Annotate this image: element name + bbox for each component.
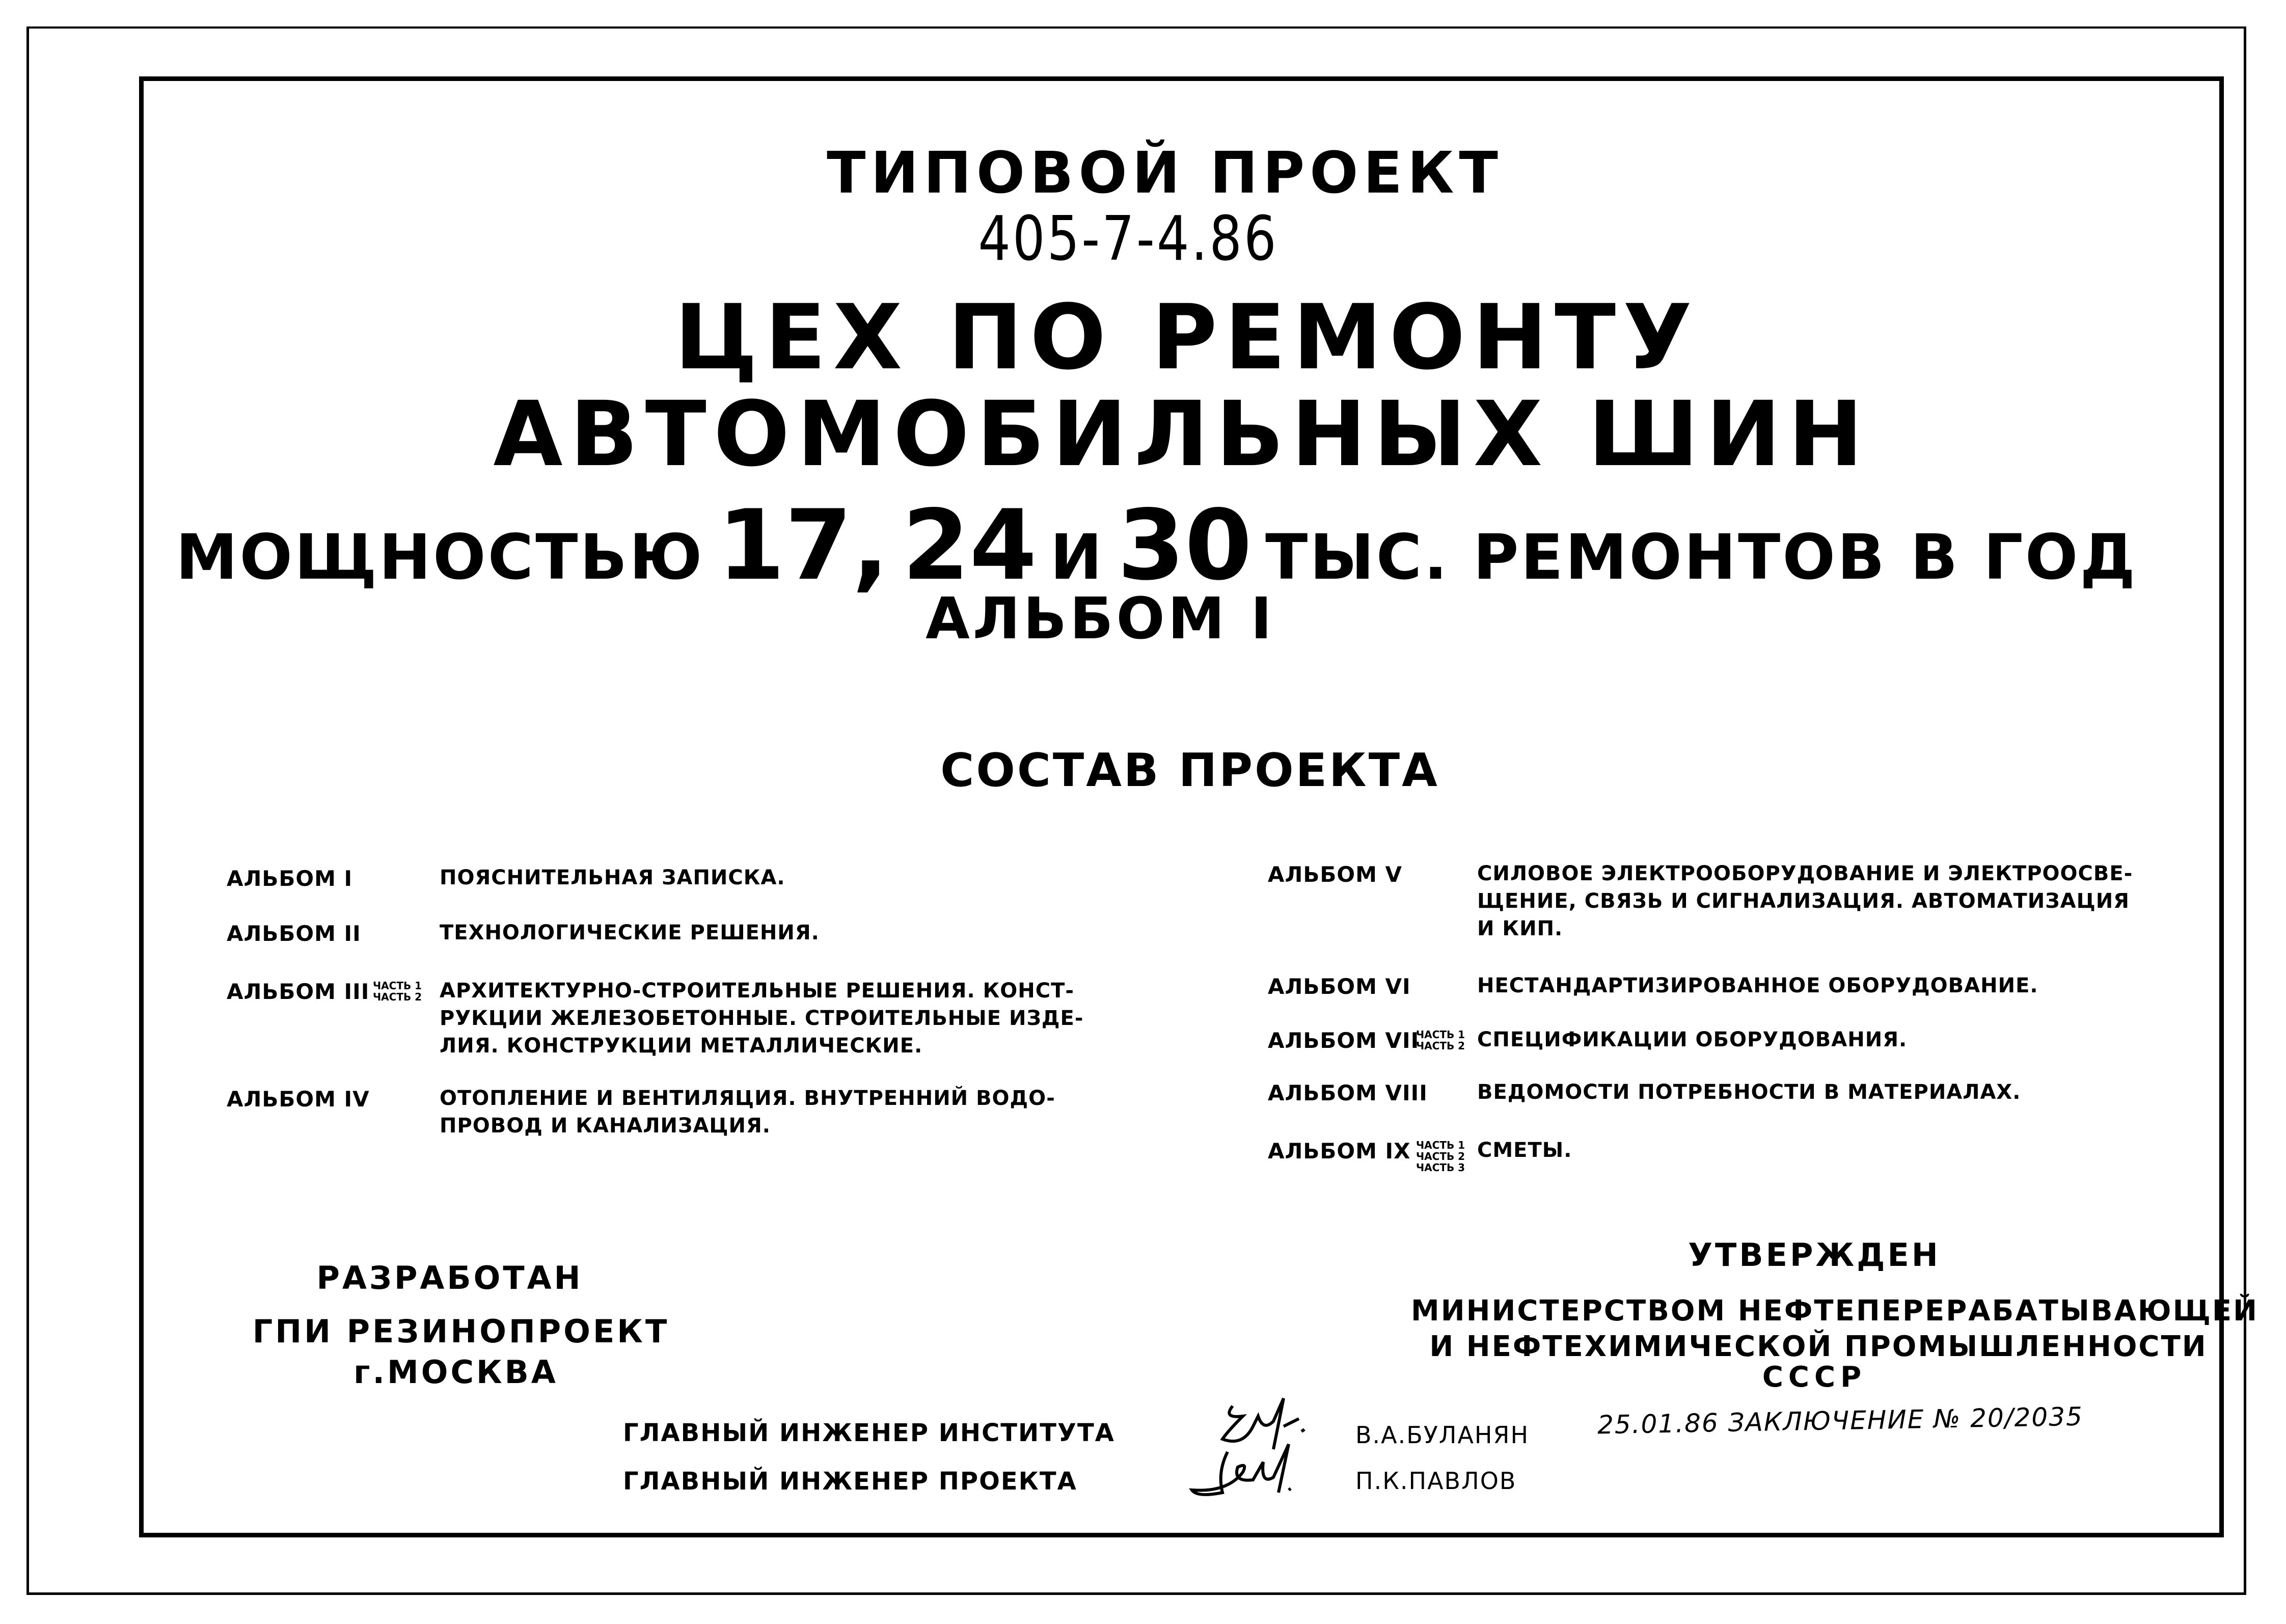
capacity-suffix: ТЫС. РЕМОНТОВ В ГОД <box>1265 521 2138 593</box>
album-description-line: ТЕХНОЛОГИЧЕСКИЕ РЕШЕНИЯ. <box>440 921 820 944</box>
capacity-number-1: 17, <box>717 489 889 602</box>
capacity-line <box>176 489 2137 602</box>
album-part: ЧАСТЬ 1 <box>373 980 422 992</box>
album-label: АЛЬБОМ I <box>227 866 353 891</box>
album-part: ЧАСТЬ 3 <box>1416 1161 1465 1174</box>
composition-title: СОСТАВ ПРОЕКТА <box>940 744 1439 797</box>
album-label: АЛЬБОМ VII <box>1268 1028 1420 1053</box>
approval-ministry-line-2: И НЕФТЕХИМИЧЕСКОЙ ПРОМЫШЛЕННОСТИ <box>1429 1330 2208 1363</box>
signature-2 <box>1187 1442 1340 1503</box>
signature-name-2: П.К.ПАВЛОВ <box>1355 1467 1517 1495</box>
album-description <box>1477 860 2133 942</box>
capacity-prefix: МОЩНОСТЬЮ <box>176 521 704 593</box>
approval-decision: 25.01.86 ЗАКЛЮЧЕНИЕ № 20/2035 <box>1597 1401 2084 1440</box>
album-label: АЛЬБОМ IV <box>227 1087 370 1112</box>
album-description <box>440 977 1083 1060</box>
album-description <box>1477 1026 1907 1053</box>
developer-org: ГПИ РЕЗИНОПРОЕКТ <box>252 1313 670 1350</box>
approval-heading: УТВЕРЖДЕН <box>1688 1236 1941 1274</box>
album-description-line: НЕСТАНДАРТИЗИРОВАННОЕ ОБОРУДОВАНИЕ. <box>1477 974 2038 997</box>
approval-ministry-line-1: МИНИСТЕРСТВОМ НЕФТЕПЕРЕРАБАТЫВАЮЩЕЙ <box>1410 1294 2259 1328</box>
album-label: АЛЬБОМ IX <box>1268 1139 1411 1163</box>
album-description-line: СМЕТЫ. <box>1477 1139 1572 1162</box>
album-number: АЛЬБОМ I <box>926 586 1275 652</box>
album-parts <box>1416 1140 1465 1173</box>
album-description <box>440 1085 1055 1140</box>
capacity-number-3: 30 <box>1117 489 1253 602</box>
album-label: АЛЬБОМ VIII <box>1268 1080 1428 1105</box>
album-description-line: СПЕЦИФИКАЦИИ ОБОРУДОВАНИЯ. <box>1477 1028 1908 1051</box>
album-description <box>440 919 820 946</box>
title-line-2: АВТОМОБИЛЬНЫХ ШИН <box>493 382 1870 486</box>
album-description <box>1477 1136 1572 1164</box>
album-description <box>440 864 785 891</box>
album-part: ЧАСТЬ 2 <box>1416 1040 1465 1052</box>
album-description-line: И КИП. <box>1477 917 1563 940</box>
signature-role-2: ГЛАВНЫЙ ИНЖЕНЕР ПРОЕКТА <box>623 1467 1077 1496</box>
album-part: ЧАСТЬ 1 <box>1416 1139 1465 1151</box>
album-description-line: СИЛОВОЕ ЭЛЕКТРООБОРУДОВАНИЕ И ЭЛЕКТРООСВЕ- <box>1477 862 2133 885</box>
capacity-and: И <box>1050 521 1104 593</box>
album-description-line: ПОЯСНИТЕЛЬНАЯ ЗАПИСКА. <box>440 866 785 889</box>
developer-city: г.МОСКВА <box>353 1354 558 1391</box>
album-description-line: АРХИТЕКТУРНО-СТРОИТЕЛЬНЫЕ РЕШЕНИЯ. КОНСТ- <box>440 979 1075 1003</box>
album-description <box>1477 972 2038 999</box>
album-parts <box>373 980 422 1003</box>
album-description-line: РУКЦИИ ЖЕЛЕЗОБЕТОННЫЕ. СТРОИТЕЛЬНЫЕ ИЗДЕ- <box>440 1007 1084 1030</box>
album-description-line: ОТОПЛЕНИЕ И ВЕНТИЛЯЦИЯ. ВНУТРЕННИЙ ВОДО- <box>440 1087 1055 1110</box>
project-number: 405-7-4.86 <box>978 203 1278 275</box>
album-label: АЛЬБОМ II <box>227 921 361 946</box>
approval-ministry-line-3: СССР <box>1762 1361 1867 1394</box>
album-label: АЛЬБОМ III <box>227 979 370 1004</box>
album-part: ЧАСТЬ 2 <box>1416 1150 1465 1162</box>
album-part: ЧАСТЬ 2 <box>373 991 422 1003</box>
album-description-line: ЛИЯ. КОНСТРУКЦИИ МЕТАЛЛИЧЕСКИЕ. <box>440 1034 923 1058</box>
album-part: ЧАСТЬ 1 <box>1416 1028 1465 1041</box>
album-description <box>1477 1078 2021 1106</box>
album-label: АЛЬБОМ V <box>1268 862 1403 887</box>
album-description-line: ВЕДОМОСТИ ПОТРЕБНОСТИ В МАТЕРИАЛАХ. <box>1477 1080 2021 1104</box>
document-type: ТИПОВОЙ ПРОЕКТ <box>827 140 1503 206</box>
album-label: АЛЬБОМ VI <box>1268 974 1411 999</box>
title-line-1: ЦЕХ ПО РЕМОНТУ <box>674 285 1699 390</box>
album-description-line: ПРОВОД И КАНАЛИЗАЦИЯ. <box>440 1114 771 1138</box>
developer-heading: РАЗРАБОТАН <box>316 1259 583 1296</box>
signature-role-1: ГЛАВНЫЙ ИНЖЕНЕР ИНСТИТУТА <box>623 1419 1115 1447</box>
signature-name-1: В.А.БУЛАНЯН <box>1355 1421 1530 1449</box>
capacity-number-2: 24 <box>902 489 1037 602</box>
album-description-line: ЩЕНИЕ, СВЯЗЬ И СИГНАЛИЗАЦИЯ. АВТОМАТИЗАЦИЯ <box>1477 889 2130 913</box>
album-parts <box>1416 1029 1465 1051</box>
